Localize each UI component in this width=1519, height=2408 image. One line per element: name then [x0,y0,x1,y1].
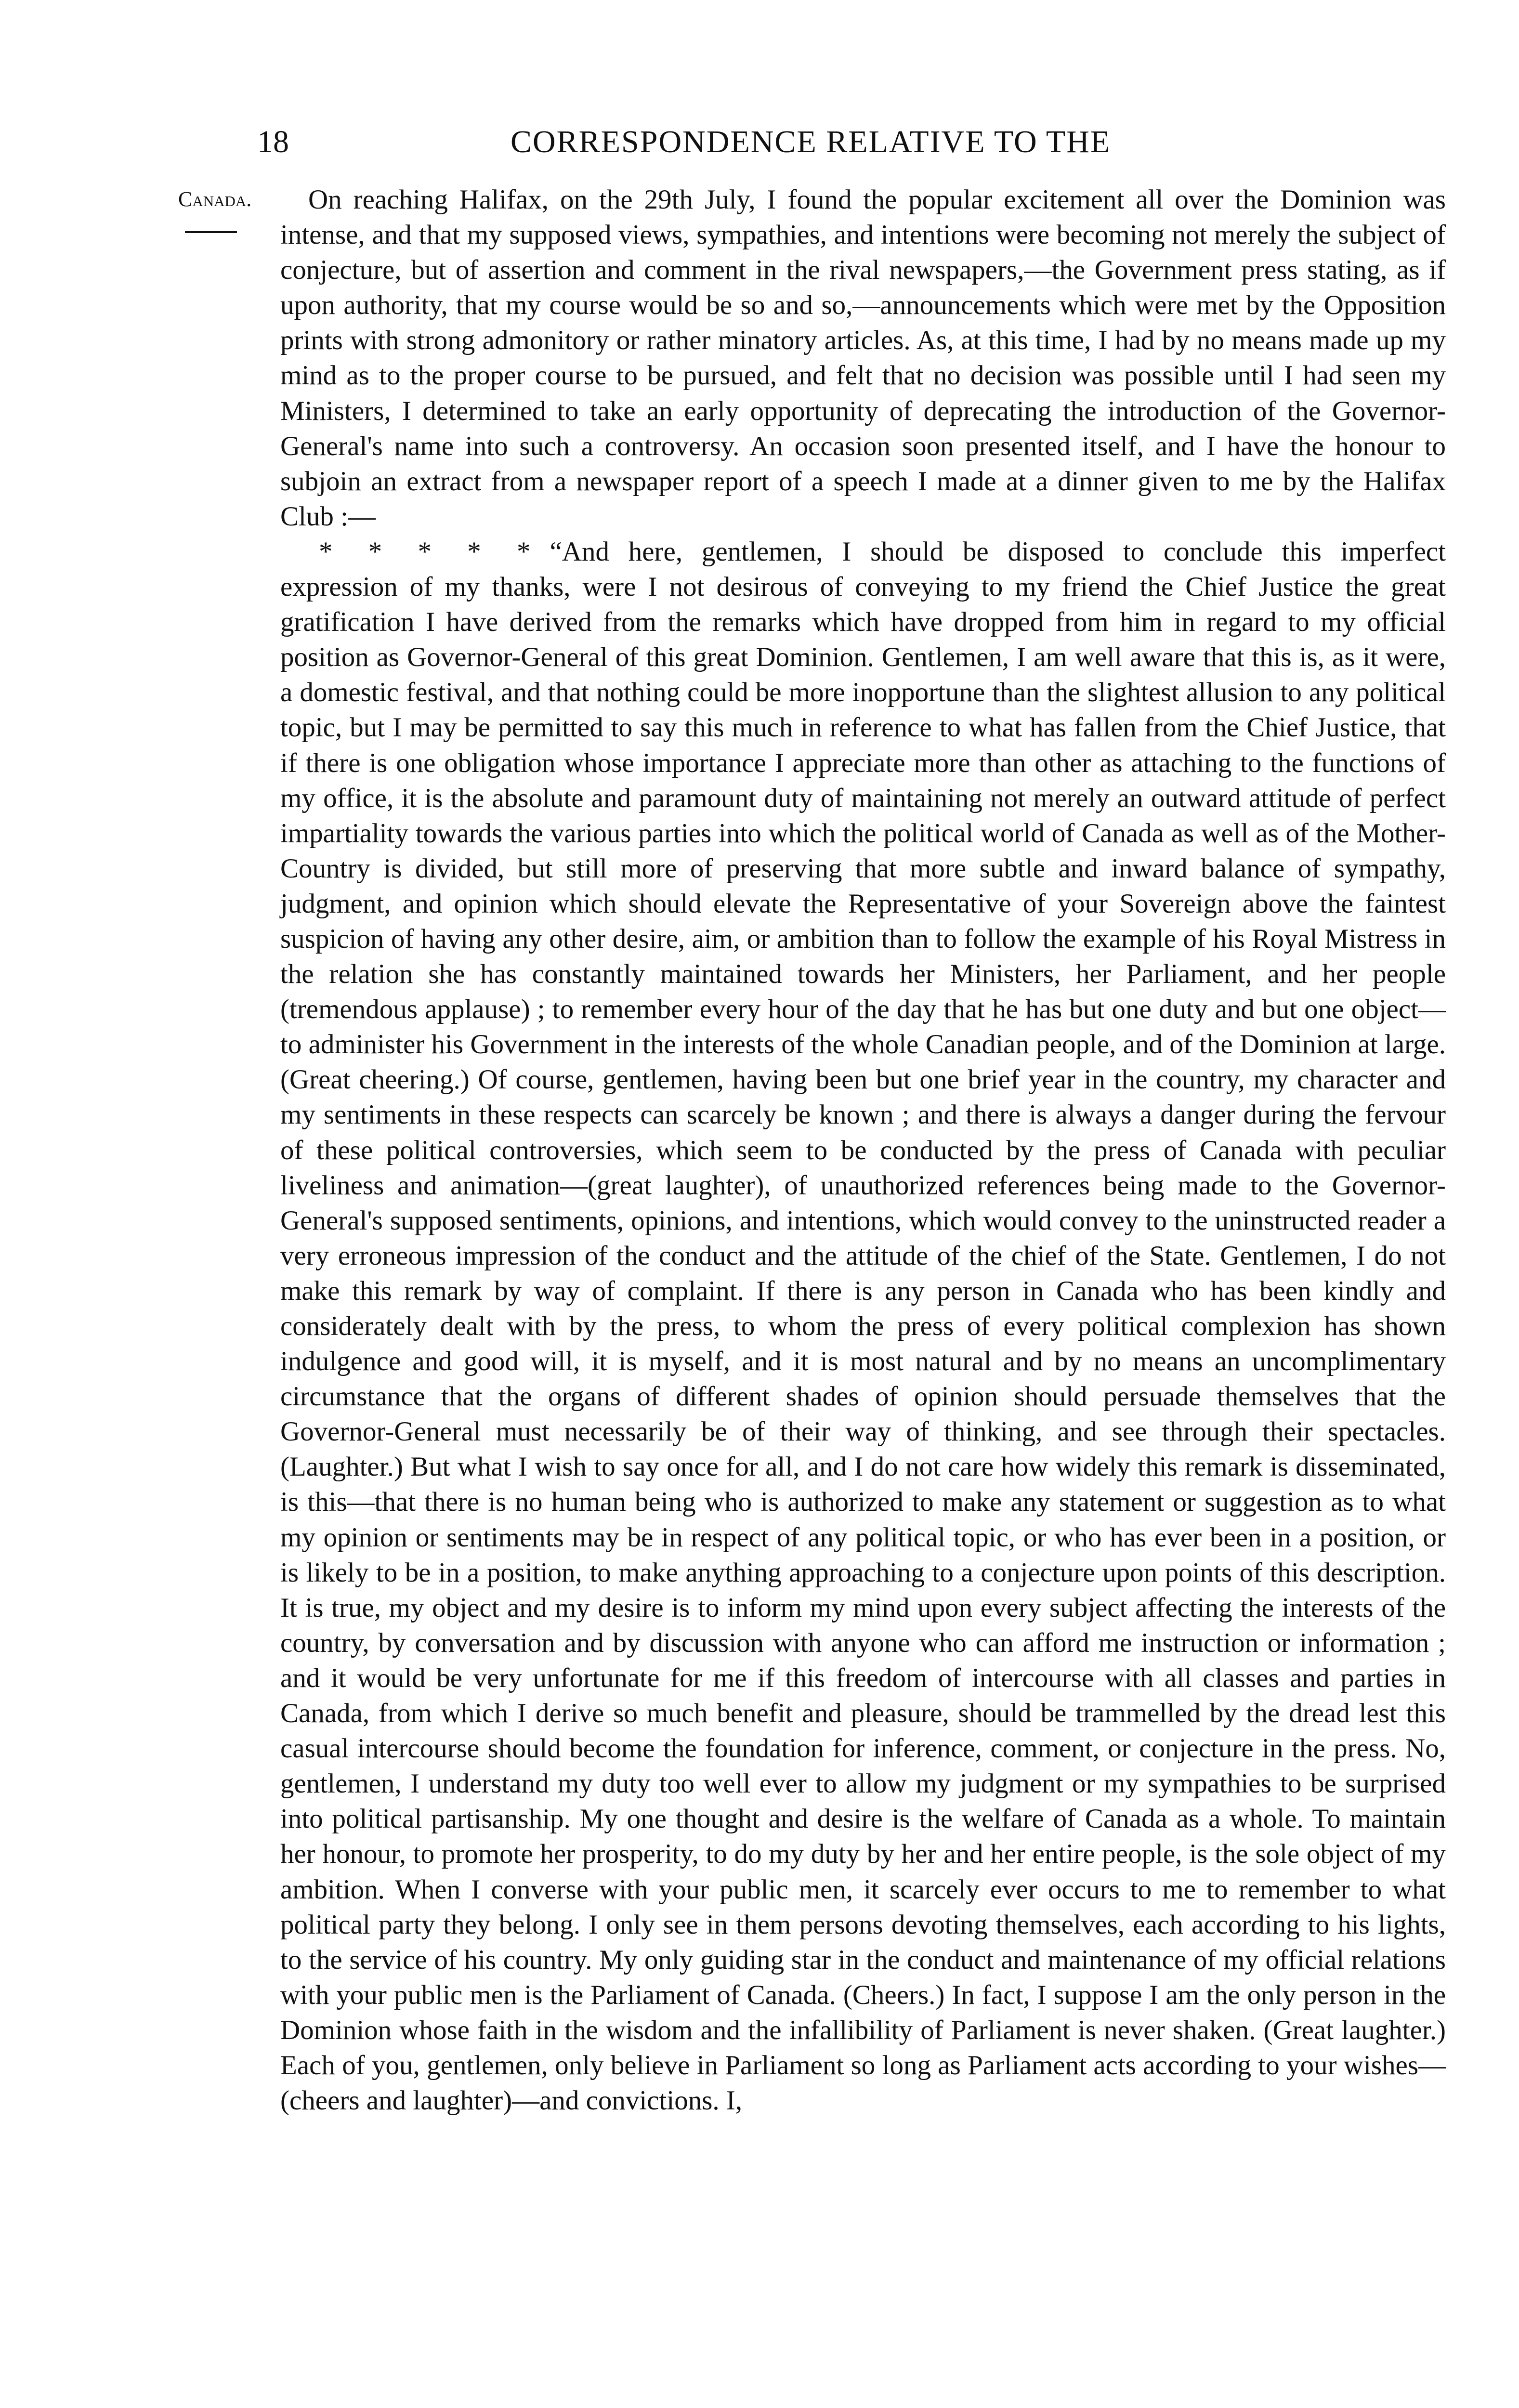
paragraph-arrival-halifax: On reaching Halifax, on the 29th July, I found the popular excitement all over the Dominion was intense, and that my supposed views, sympathies, and intentions were becoming not merely the subject of conjecture, but of assertion and comment in the rival newspapers,—the Government press stating, as if upon authority, that my course would be so and so,—announcements which were met by the Opposition prints with strong admonitory or rather minatory articles. As, at this time, I had by no means made up my mind as to the proper course to be pursued, and felt that no decision was possible until I had seen my Ministers, I determined to take an early opportunity of deprecating the introduction of the Governor-General's name into such a controversy. An occasion soon presented itself, and I have the honour to subjoin an extract from a newspaper report of a speech I made at a dinner given to me by the Halifax Club :— [280,184,1446,532]
speech-text: “And here, gentlemen, I should be disposed to conclude this imperfect expression of my thanks, were I not desirous of conveying to my friend the Chief Justice the great gratification I have derived from the remarks which have dropped from him in regard to my official position as Governor-General of this great Dominion. Gentlemen, I am well aware that this is, as it were, a domestic festival, and that nothing could be more inopportune than the slightest allusion to any political topic, but I may be permitted to say this much in reference to what has fallen from the Chief Justice, that if there is one obligation whose importance I appreciate more than other as attaching to the functions of my office, it is the absolute and paramount duty of maintaining not merely an outward attitude of perfect impartiality towards the various parties into which the political world of Canada as well as of the Mother-Country is divided, but still more of preserving that more subtle and inward balance of sympathy, judgment, and opinion which should elevate the Representative of your Sovereign above the faintest suspicion of having any other desire, aim, or ambition than to follow the example of his Royal Mistress in the relation she has constantly maintained towards her Ministers, her Parliament, and her people (tremendous applause) ; to remember every hour of the day that he has but one duty and but one object—to administer his Government in the interests of the whole Canadian people, and of the Dominion at large. (Great cheering.) Of course, gentlemen, having been but one brief year in the country, my character and my sentiments in these respects can scarcely be known ; and there is always a danger during the fervour of these political controversies, which seem to be conducted by the press of Canada with peculiar liveliness and animation—(great laughter), of unauthorized references being made to the Governor-General's supposed sentiments, opinions, and intentions, which would convey to the uninstructed reader a very erroneous impression of the conduct and the attitude of the chief of the State. Gentlemen, I do not make this remark by way of complaint. If there is any person in Canada who has been kindly and considerately dealt with by the press, to whom the press of every political complexion has shown indulgence and good will, it is myself, and it is most natural and by no means an uncomplimentary circumstance that the organs of different shades of opinion should persuade themselves that the Governor-General must necessarily be of their way of thinking, and see through their spectacles. (Laughter.) But what I wish to say once for all, and I do not care how widely this remark is disseminated, is this—that there is no human being who is authorized to make any statement or suggestion as to what my opinion or sentiments may be in respect of any political topic, or who has ever been in a position, or is likely to be in a position, to make anything approaching to a conjecture upon points of this description. It is true, my object and my desire is to inform my mind upon every subject affecting the interests of the country, by conversation and by discussion with anyone who can afford me instruction or information ; and it would be very unfortunate for me if this freedom of intercourse with all classes and parties in Canada, from which I derive so much benefit and pleasure, should be trammelled by the dread lest this casual intercourse should become the foundation for inference, comment, or conjecture in the press. No, gentlemen, I understand my duty too well ever to allow my judgment or my sympathies to be surprised into political partisanship. My one thought and desire is the welfare of Canada as a whole. To maintain her honour, to promote her prosperity, to do my duty by her and her entire people, is the sole object of my ambition. When I converse with your public men, it scarcely ever occurs to me to remember to what political party they belong. I only see in them persons devoting themselves, each according to his lights, to the service of his country. My only guiding star in the conduct and maintenance of my official relations with your public men is the Parliament of Canada. (Cheers.) In fact, I suppose I am the only person in the Dominion whose faith in the wisdom and the infallibility of Parliament is never shaken. (Great laughter.) Each of you, gentlemen, only believe in Parliament so long as Parliament acts according to your wishes—(cheers and laughter)—and convictions. I, [280,536,1446,2116]
margin-rule [185,231,237,233]
body-text [280,182,1446,2118]
margin-note-canada: Canada. [178,187,252,211]
paragraph-speech-extract [280,534,1446,2118]
speech-asterisks: * * * * * [319,536,531,567]
running-head: CORRESPONDENCE RELATIVE TO THE [511,124,1111,159]
page-number: 18 [257,124,289,159]
